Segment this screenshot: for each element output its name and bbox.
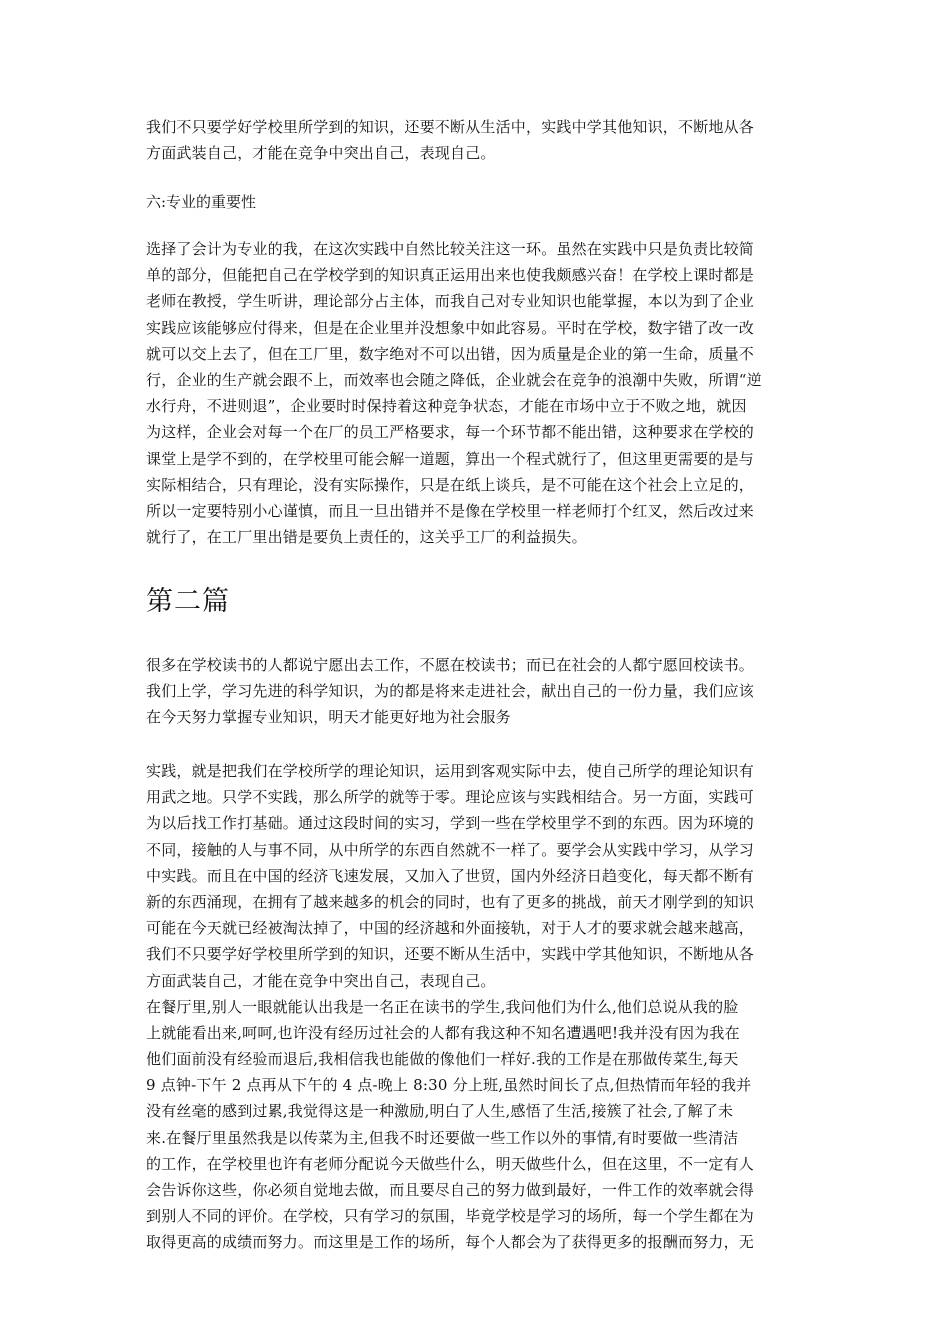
text-line: 实践，就是把我们在学校所学的理论知识，运用到客观实际中去，使自己所学的理论知识有 [146, 762, 755, 780]
text-line: 行，企业的生产就会跟不上，而效率也会随之降低，企业就会在竞争的浪潮中失败，所谓“逆 [146, 370, 762, 389]
text-line: 在餐厅里,别人一眼就能认出我是一名正在读书的学生,我问他们为什么,他们总说从我的脸 [146, 997, 739, 1016]
paragraph-practice [146, 758, 810, 1256]
text-line: 为以后找工作打基础。通过这段时间的实习，学到一些在学校里学不到的东西。因为环境的 [146, 814, 755, 833]
paragraph-knowledge [146, 114, 810, 166]
text-line: 我们上学，学习先进的科学知识，为的都是将来走进社会，献出自己的一份力量，我们应该 [146, 682, 755, 701]
text-line: 课堂上是学不到的，在学校里可能会解一道题，算出一个程式就行了，但这里更需要的是与 [146, 449, 755, 468]
text-line: 水行舟，不进则退”，企业要时时保持着这种竞争状态，才能在市场中立于不败之地，就因 [146, 397, 747, 416]
section-title-major-importance: 六:专业的重要性 [146, 193, 257, 211]
text-line: 上就能看出来,呵呵,也许没有经历过社会的人都有我这种不知名遭遇吧!我并没有因为我在 [146, 1023, 740, 1042]
text-line: 老师在教授，学生听讲，理论部分占主体，而我自己对专业知识也能掌握，本以为到了企业 [146, 292, 755, 311]
text-line: 方面武装自己，才能在竞争中突出自己，表现自己。 [146, 144, 496, 163]
text-line: 所以一定要特别小心谨慎，而且一旦出错并不是像在学校里一样老师打个红叉，然后改过来 [146, 501, 755, 520]
text-line: 在今天努力掌握专业知识，明天才能更好地为社会服务 [146, 708, 511, 727]
text-line: 取得更高的成绩而努力。而这里是工作的场所，每个人都会为了获得更多的报酬而努力，无 [146, 1233, 755, 1252]
text-line: 就行了，在工厂里出错是要负上责任的，这关乎工厂的利益损失。 [146, 528, 587, 547]
text-line: 到别人不同的评价。在学校，只有学习的氛围，毕竟学校是学习的场所，每一个学生都在为 [146, 1207, 755, 1226]
part-two-heading: 第二篇 [146, 586, 230, 617]
text-line: 我们不只要学好学校里所学到的知识，还要不断从生活中，实践中学其他知识，不断地从各 [146, 118, 755, 136]
text-line: 实际相结合，只有理论，没有实际操作，只是在纸上谈兵，是不可能在这个社会上立足的， [146, 475, 755, 494]
text-line: 实践应该能够应付得来，但是在企业里并没想象中如此容易。平时在学校，数字错了改一改 [146, 318, 755, 337]
text-line: 我们不只要学好学校里所学到的知识，还要不断从生活中，实践中学其他知识，不断地从各 [146, 945, 755, 964]
text-line: 不同，接触的人与事不同，从中所学的东西自然就不一样了。要学会从实践中学习，从学习 [146, 840, 755, 859]
text-line: 9 点钟-下午 2 点再从下午的 4 点-晚上 8:30 分上班,虽然时间长了点,但热情而年轻的我并 [146, 1076, 752, 1095]
text-line: 新的东西涌现，在拥有了越来越多的机会的同时，也有了更多的挑战，前天才刚学到的知识 [146, 892, 755, 911]
paragraph-school-vs-work [146, 652, 810, 731]
text-line: 单的部分，但能把自己在学校学到的知识真正运用出来也使我颇感兴奋！在学校上课时都是 [146, 266, 755, 285]
paragraph-accounting-major [146, 236, 810, 550]
text-line: 选择了会计为专业的我，在这次实践中自然比较关注这一环。虽然在实践中只是负责比较简 [146, 240, 755, 258]
text-line: 用武之地。只学不实践，那么所学的就等于零。理论应该与实践相结合。另一方面，实践可 [146, 788, 755, 807]
text-line: 很多在学校读书的人都说宁愿出去工作，不愿在校读书；而已在社会的人都宁愿回校读书。 [146, 656, 755, 674]
text-line: 的工作，在学校里也许有老师分配说今天做些什么，明天做些什么，但在这里，不一定有人 [146, 1154, 755, 1173]
text-line: 就可以交上去了，但在工厂里，数字绝对不可以出错，因为质量是企业的第一生命，质量不 [146, 344, 755, 363]
text-line: 方面武装自己，才能在竞争中突出自己，表现自己。 [146, 971, 496, 990]
text-line: 可能在今天就已经被淘汰掉了，中国的经济越和外面接轨，对于人才的要求就会越来越高， [146, 919, 755, 938]
text-line: 他们面前没有经验而退后,我相信我也能做的像他们一样好.我的工作是在那做传菜生,每天 [146, 1050, 739, 1069]
text-line: 来.在餐厅里虽然我是以传菜为主,但我不时还要做一些工作以外的事情,有时要做一些清洁 [146, 1128, 739, 1147]
text-line: 中实践。而且在中国的经济飞速发展，又加入了世贸，国内外经济日趋变化，每天都不断有 [146, 866, 755, 885]
text-line: 会告诉你这些，你必须自觉地去做，而且要尽自己的努力做到最好，一件工作的效率就会得 [146, 1181, 755, 1199]
text-line: 为这样，企业会对每一个在厂的员工严格要求，每一个环节都不能出错，这种要求在学校的 [146, 423, 755, 442]
text-line: 没有丝毫的感到过累,我觉得这是一种激励,明白了人生,感悟了生活,接簇了社会,了解了未 [146, 1102, 734, 1121]
